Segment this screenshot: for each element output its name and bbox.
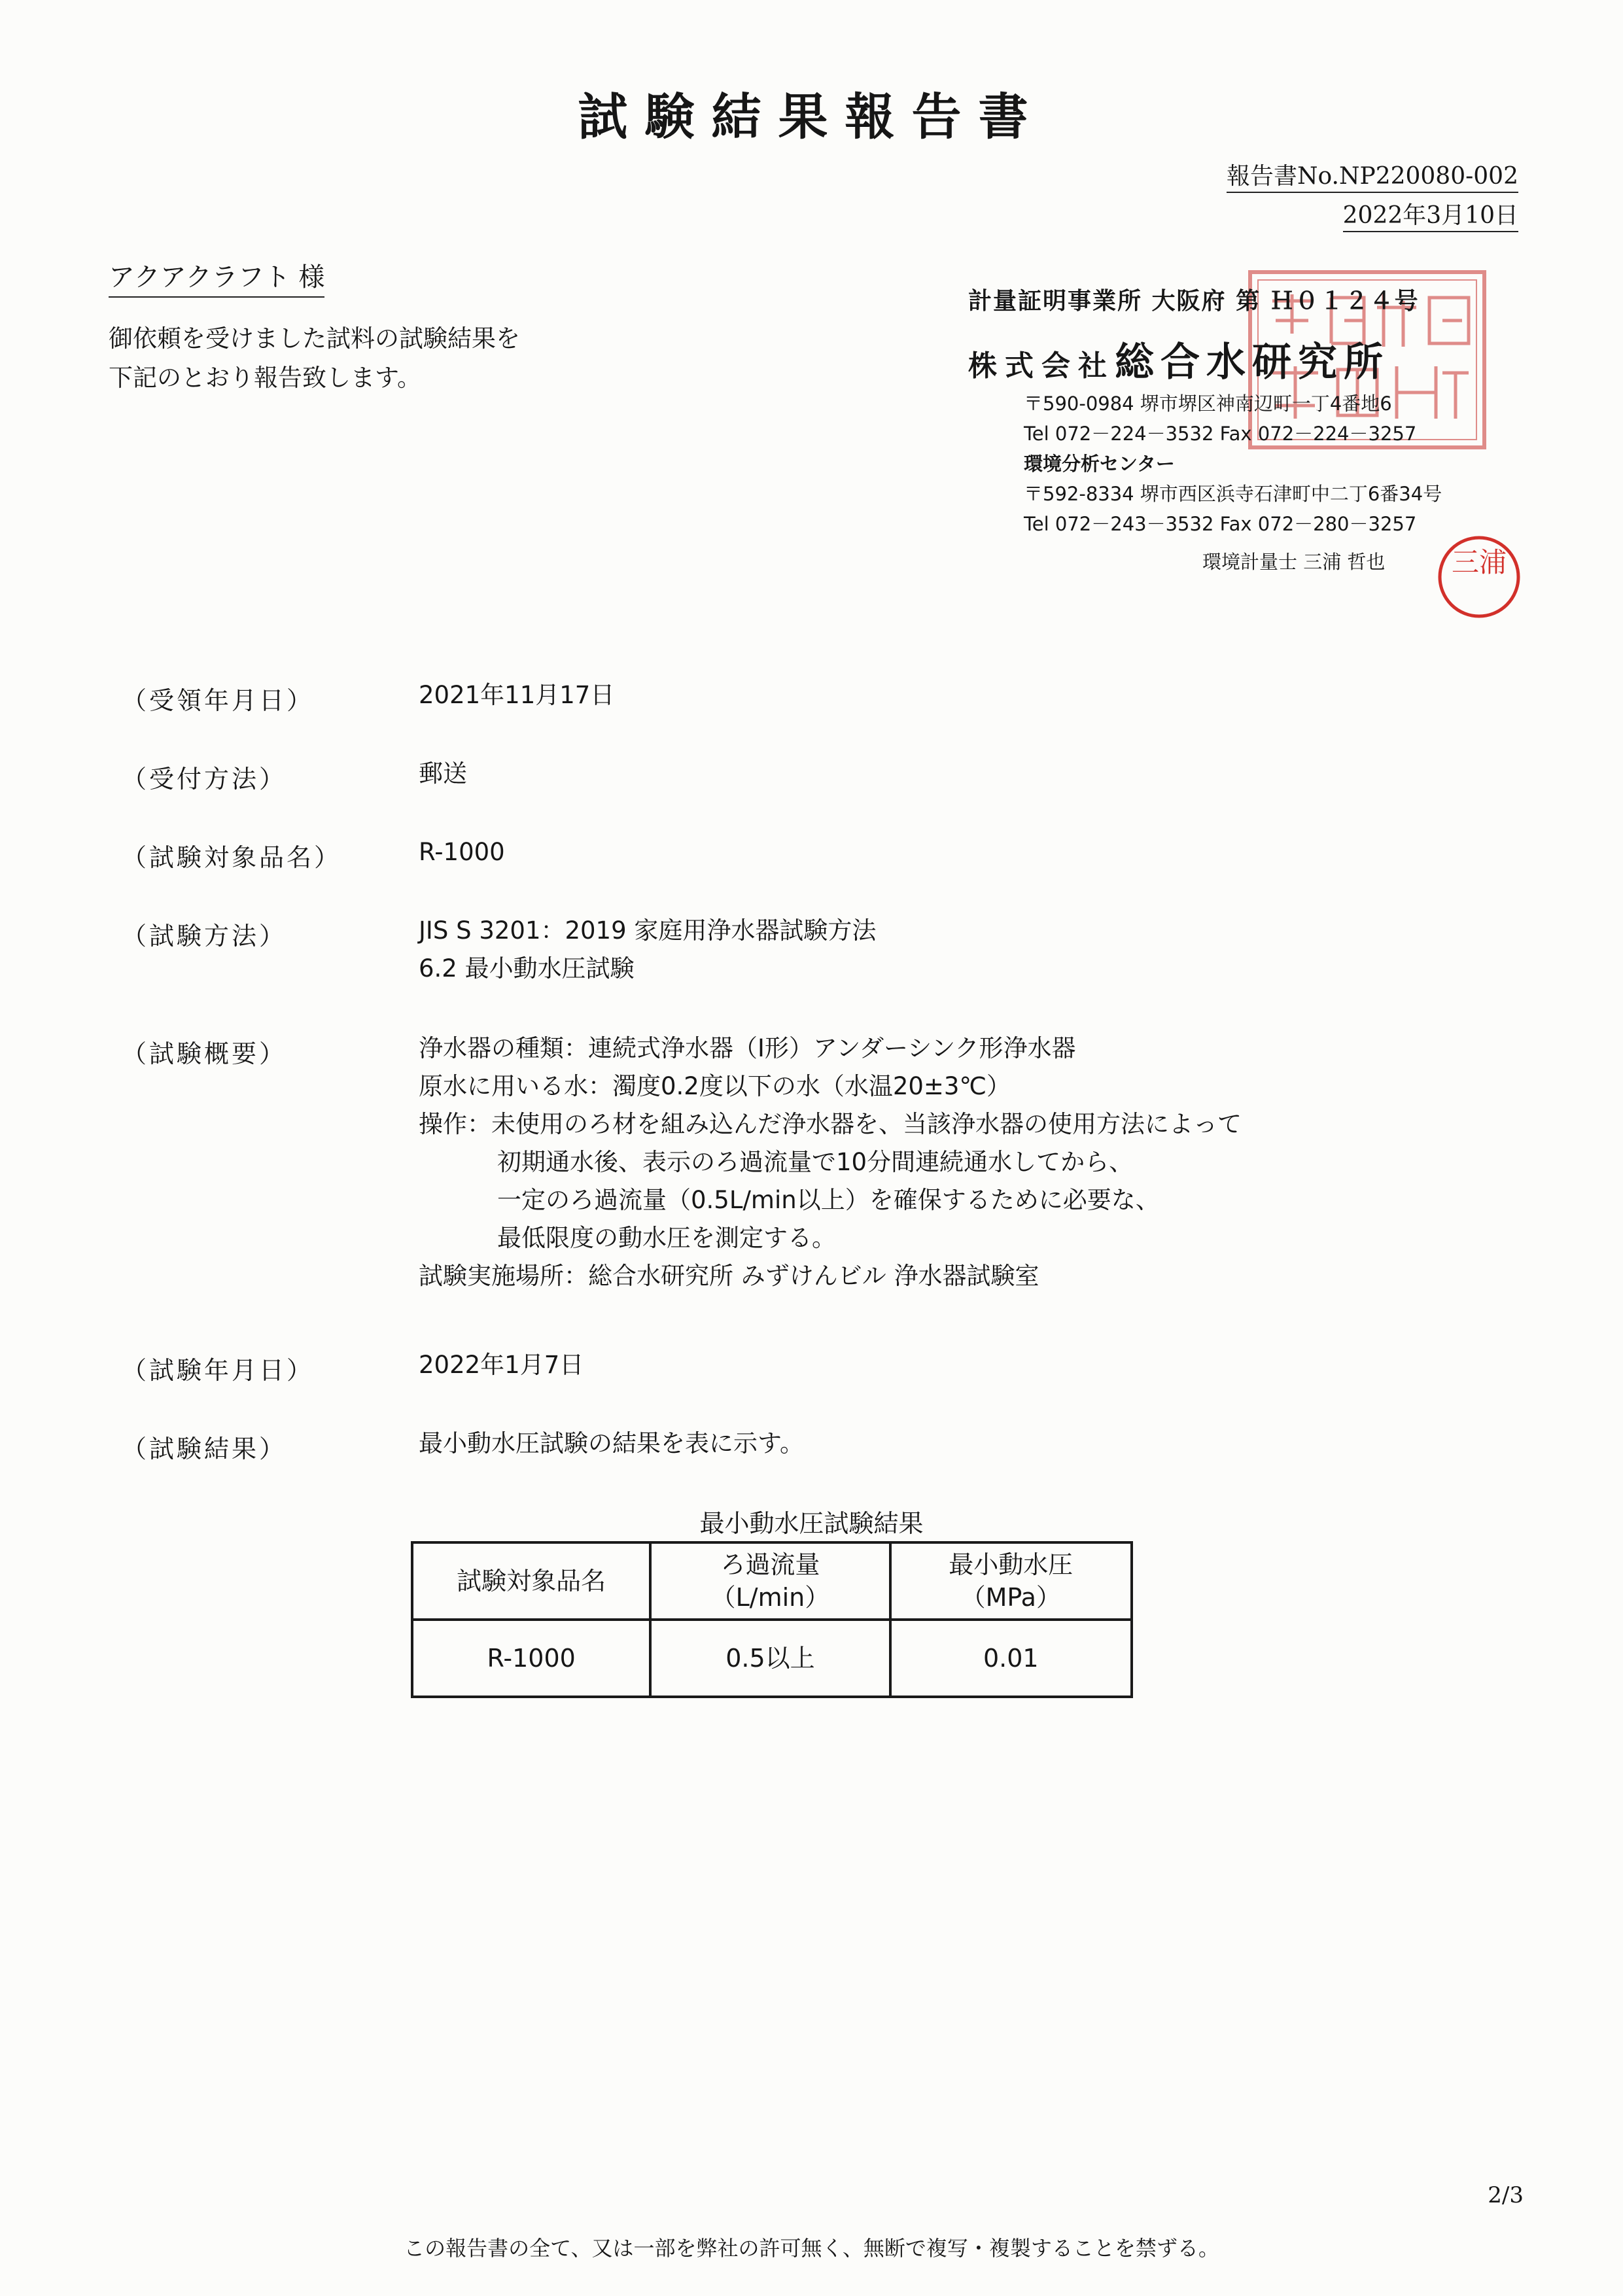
cell-min-pressure: 0.01 [890, 1620, 1132, 1697]
overview-source-water: 原水に用いる水：濁度0.2度以下の水（水温20±3℃） [419, 1072, 1011, 1100]
label-test-result: （試験結果） [122, 1435, 287, 1463]
report-date: 2022年3月10日 [1343, 196, 1518, 235]
company-prefix: 株式会社 [968, 349, 1115, 383]
intro-text [109, 319, 520, 398]
issuer-block [968, 283, 1420, 385]
head-office-info [1024, 389, 1442, 539]
measurer-name: 環境計量士 三浦 哲也 [1202, 551, 1386, 573]
header-flow-rate: ろ過流量 （L/min） [650, 1542, 890, 1620]
footer-notice: この報告書の全て、又は一部を弊社の許可無く、無断で複写・複製することを禁ずる。 [404, 2236, 1219, 2261]
overview-operation-3: 一定のろ過流量（0.5L/min以上）を確保するために必要な、 [497, 1186, 1160, 1214]
label-test-method: （試験方法） [122, 922, 287, 950]
label-test-date: （試験年月日） [122, 1356, 315, 1385]
header-sample-name: 試験対象品名 [412, 1542, 650, 1620]
label-receipt-method: （受付方法） [122, 765, 287, 793]
personal-seal-stamp [1436, 534, 1522, 620]
overview-operation-1: 操作：未使用のろ材を組み込んだ浄水器を、当該浄水器の使用方法によって [419, 1110, 1242, 1138]
cell-sample-name: R-1000 [412, 1620, 650, 1697]
page-number: 2/3 [1488, 2182, 1524, 2208]
value-test-overview [419, 1030, 1242, 1295]
table-caption: 最小動水圧試験結果 [699, 1509, 924, 1538]
overview-operation-4: 最低限度の動水圧を測定する。 [497, 1224, 836, 1252]
company-main-name: 総合水研究所 [1115, 339, 1389, 385]
report-number: 報告書No.NP220080-002 [1227, 157, 1518, 196]
head-office-tel: Tel 072－224－3532 Fax 072－224－3257 [1024, 423, 1417, 445]
company-name [968, 331, 1389, 387]
value-test-date: 2022年1月7日 [419, 1351, 584, 1379]
overview-test-location: 試験実施場所：総合水研究所 みずけんビル 浄水器試験室 [419, 1262, 1039, 1290]
certification-number: 計量証明事業所 大阪府 第 Ｈ０１２４号 [968, 288, 1420, 315]
value-sample-name: R-1000 [419, 838, 505, 866]
table-row [412, 1620, 1132, 1697]
table-header-row [412, 1542, 1132, 1620]
value-test-method [419, 912, 876, 988]
label-test-overview: （試験概要） [122, 1039, 287, 1068]
recipient-name: アクアクラフト 様 [109, 256, 324, 298]
cell-flow-rate: 0.5以上 [650, 1620, 890, 1697]
value-test-result: 最小動水圧試験の結果を表に示す。 [419, 1429, 805, 1457]
intro-line-2: 下記のとおり報告致します。 [109, 364, 422, 392]
header-min-pressure: 最小動水圧 （MPa） [890, 1542, 1132, 1620]
label-sample-name: （試験対象品名） [122, 843, 342, 872]
seal-text: 三浦 [1451, 546, 1507, 578]
intro-line-1: 御依頼を受けました試料の試験結果を [109, 324, 520, 353]
center-tel: Tel 072－243－3532 Fax 072－280－3257 [1024, 513, 1417, 535]
document-title: 試験結果報告書 [578, 88, 1045, 146]
center-name: 環境分析センター [1024, 453, 1175, 475]
center-address: 〒592-8334 堺市西区浜寺石津町中二丁6番34号 [1024, 483, 1442, 505]
overview-operation-2: 初期通水後、表示のろ過流量で10分間連続通水してから、 [497, 1148, 1134, 1176]
label-received-date: （受領年月日） [122, 686, 315, 715]
value-receipt-method: 郵送 [419, 759, 467, 788]
test-method-line-1: JIS S 3201：2019 家庭用浄水器試験方法 [419, 916, 877, 945]
overview-purifier-type: 浄水器の種類：連続式浄水器（Ⅰ形）アンダーシンク形浄水器 [419, 1034, 1076, 1062]
value-received-date: 2021年11月17日 [419, 681, 615, 709]
test-method-line-2: 6.2 最小動水圧試験 [419, 954, 635, 983]
head-office-address: 〒590-0984 堺市堺区神南辺町一丁4番地6 [1024, 392, 1392, 415]
result-table [411, 1541, 1133, 1698]
